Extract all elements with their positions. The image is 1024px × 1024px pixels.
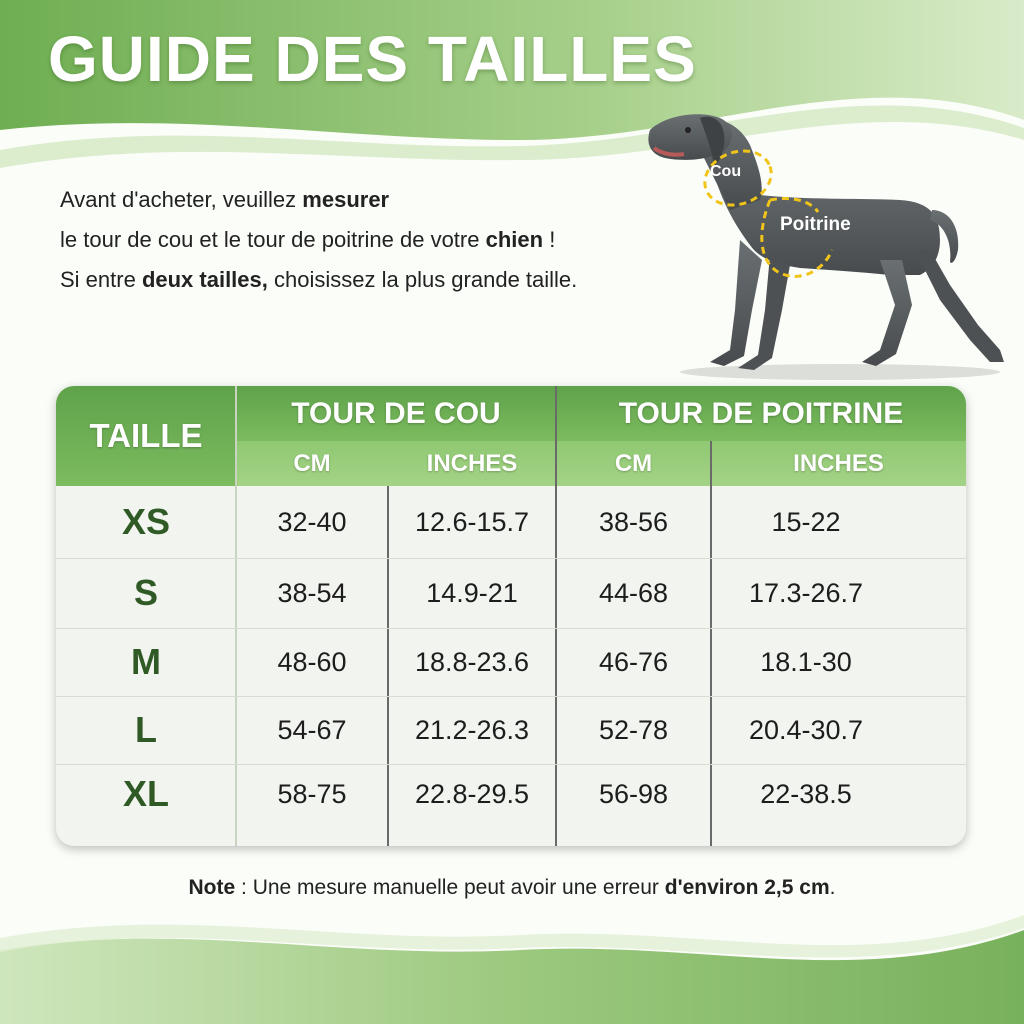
neck-inches-cell: 14.9-21 xyxy=(426,577,518,608)
size-cell: S xyxy=(133,572,158,613)
intro-line-2-text: le tour de cou et le tour de poitrine de votre xyxy=(60,227,486,252)
chest-group-header: TOUR DE POITRINE xyxy=(556,386,966,441)
chest-cm-cell: 56-98 xyxy=(598,778,669,809)
chest-inches-cell: 20.4-30.7 xyxy=(748,714,864,745)
column-divider xyxy=(710,441,712,846)
intro-line-3-text: Si entre xyxy=(60,267,142,292)
intro-line-1-text: Avant d'acheter, veuillez xyxy=(60,187,303,212)
neck-cm-cell: 48-60 xyxy=(277,646,347,677)
chest-inches-header: INCHES xyxy=(711,441,966,486)
size-cell: XL xyxy=(122,773,169,814)
neck-inches-cell: 12.6-15.7 xyxy=(414,506,530,537)
chest-cm-cell: 52-78 xyxy=(598,714,669,745)
intro-line-1-bold: mesurer xyxy=(302,187,390,212)
intro-line-2 xyxy=(60,220,700,260)
column-divider xyxy=(387,486,389,846)
row-divider xyxy=(56,558,966,559)
chest-inches-cell: 18.1-30 xyxy=(760,646,852,677)
intro-line-2-bold: chien xyxy=(485,227,544,252)
intro-line-3-end: choisissez la plus grande taille. xyxy=(267,267,578,292)
size-cell: L xyxy=(135,709,157,750)
intro-text xyxy=(60,180,700,300)
note-label: Note xyxy=(188,876,236,899)
size-cell: M xyxy=(131,641,161,682)
note-text xyxy=(0,876,1024,900)
intro-line-3-bold: deux tailles, xyxy=(141,267,268,292)
row-divider xyxy=(56,764,966,765)
neck-cm-cell: 54-67 xyxy=(277,714,347,745)
intro-line-2-end: ! xyxy=(543,227,556,252)
neck-inches-cell: 21.2-26.3 xyxy=(414,714,530,745)
size-header: TAILLE xyxy=(56,386,236,486)
neck-inches-cell: 22.8-29.5 xyxy=(414,778,530,809)
chest-label: Poitrine xyxy=(780,214,851,235)
size-table xyxy=(56,386,966,846)
page-title: GUIDE DES TAILLES xyxy=(48,23,697,95)
chest-cm-cell: 44-68 xyxy=(598,577,669,608)
neck-cm-cell: 32-40 xyxy=(277,506,347,537)
chest-cm-header: CM xyxy=(556,441,711,486)
neck-group-header: TOUR DE COU xyxy=(236,386,556,441)
intro-line-3 xyxy=(60,260,700,300)
row-divider xyxy=(56,628,966,629)
neck-cm-header: CM xyxy=(236,441,388,486)
neck-cm-cell: 58-75 xyxy=(277,778,347,809)
chest-cm-cell: 46-76 xyxy=(598,646,669,677)
chest-inches-cell: 17.3-26.7 xyxy=(748,577,864,608)
neck-label: Cou xyxy=(710,163,742,180)
chest-inches-cell: 15-22 xyxy=(771,506,841,537)
dog-illustration xyxy=(640,100,1020,390)
chest-cm-cell: 38-56 xyxy=(598,506,669,537)
note-bold: d'environ 2,5 cm xyxy=(664,876,830,899)
chest-inches-cell: 22-38.5 xyxy=(760,778,852,809)
note-end: . xyxy=(829,876,836,899)
column-divider xyxy=(555,386,557,846)
row-divider xyxy=(56,696,966,697)
note-body: : Une mesure manuelle peut avoir une erreur xyxy=(235,876,665,899)
neck-inches-header: INCHES xyxy=(388,441,556,486)
size-cell: XS xyxy=(121,501,171,542)
neck-cm-cell: 38-54 xyxy=(277,577,347,608)
neck-inches-cell: 18.8-23.6 xyxy=(414,646,530,677)
column-divider xyxy=(235,386,237,846)
intro-line-1 xyxy=(60,180,700,220)
